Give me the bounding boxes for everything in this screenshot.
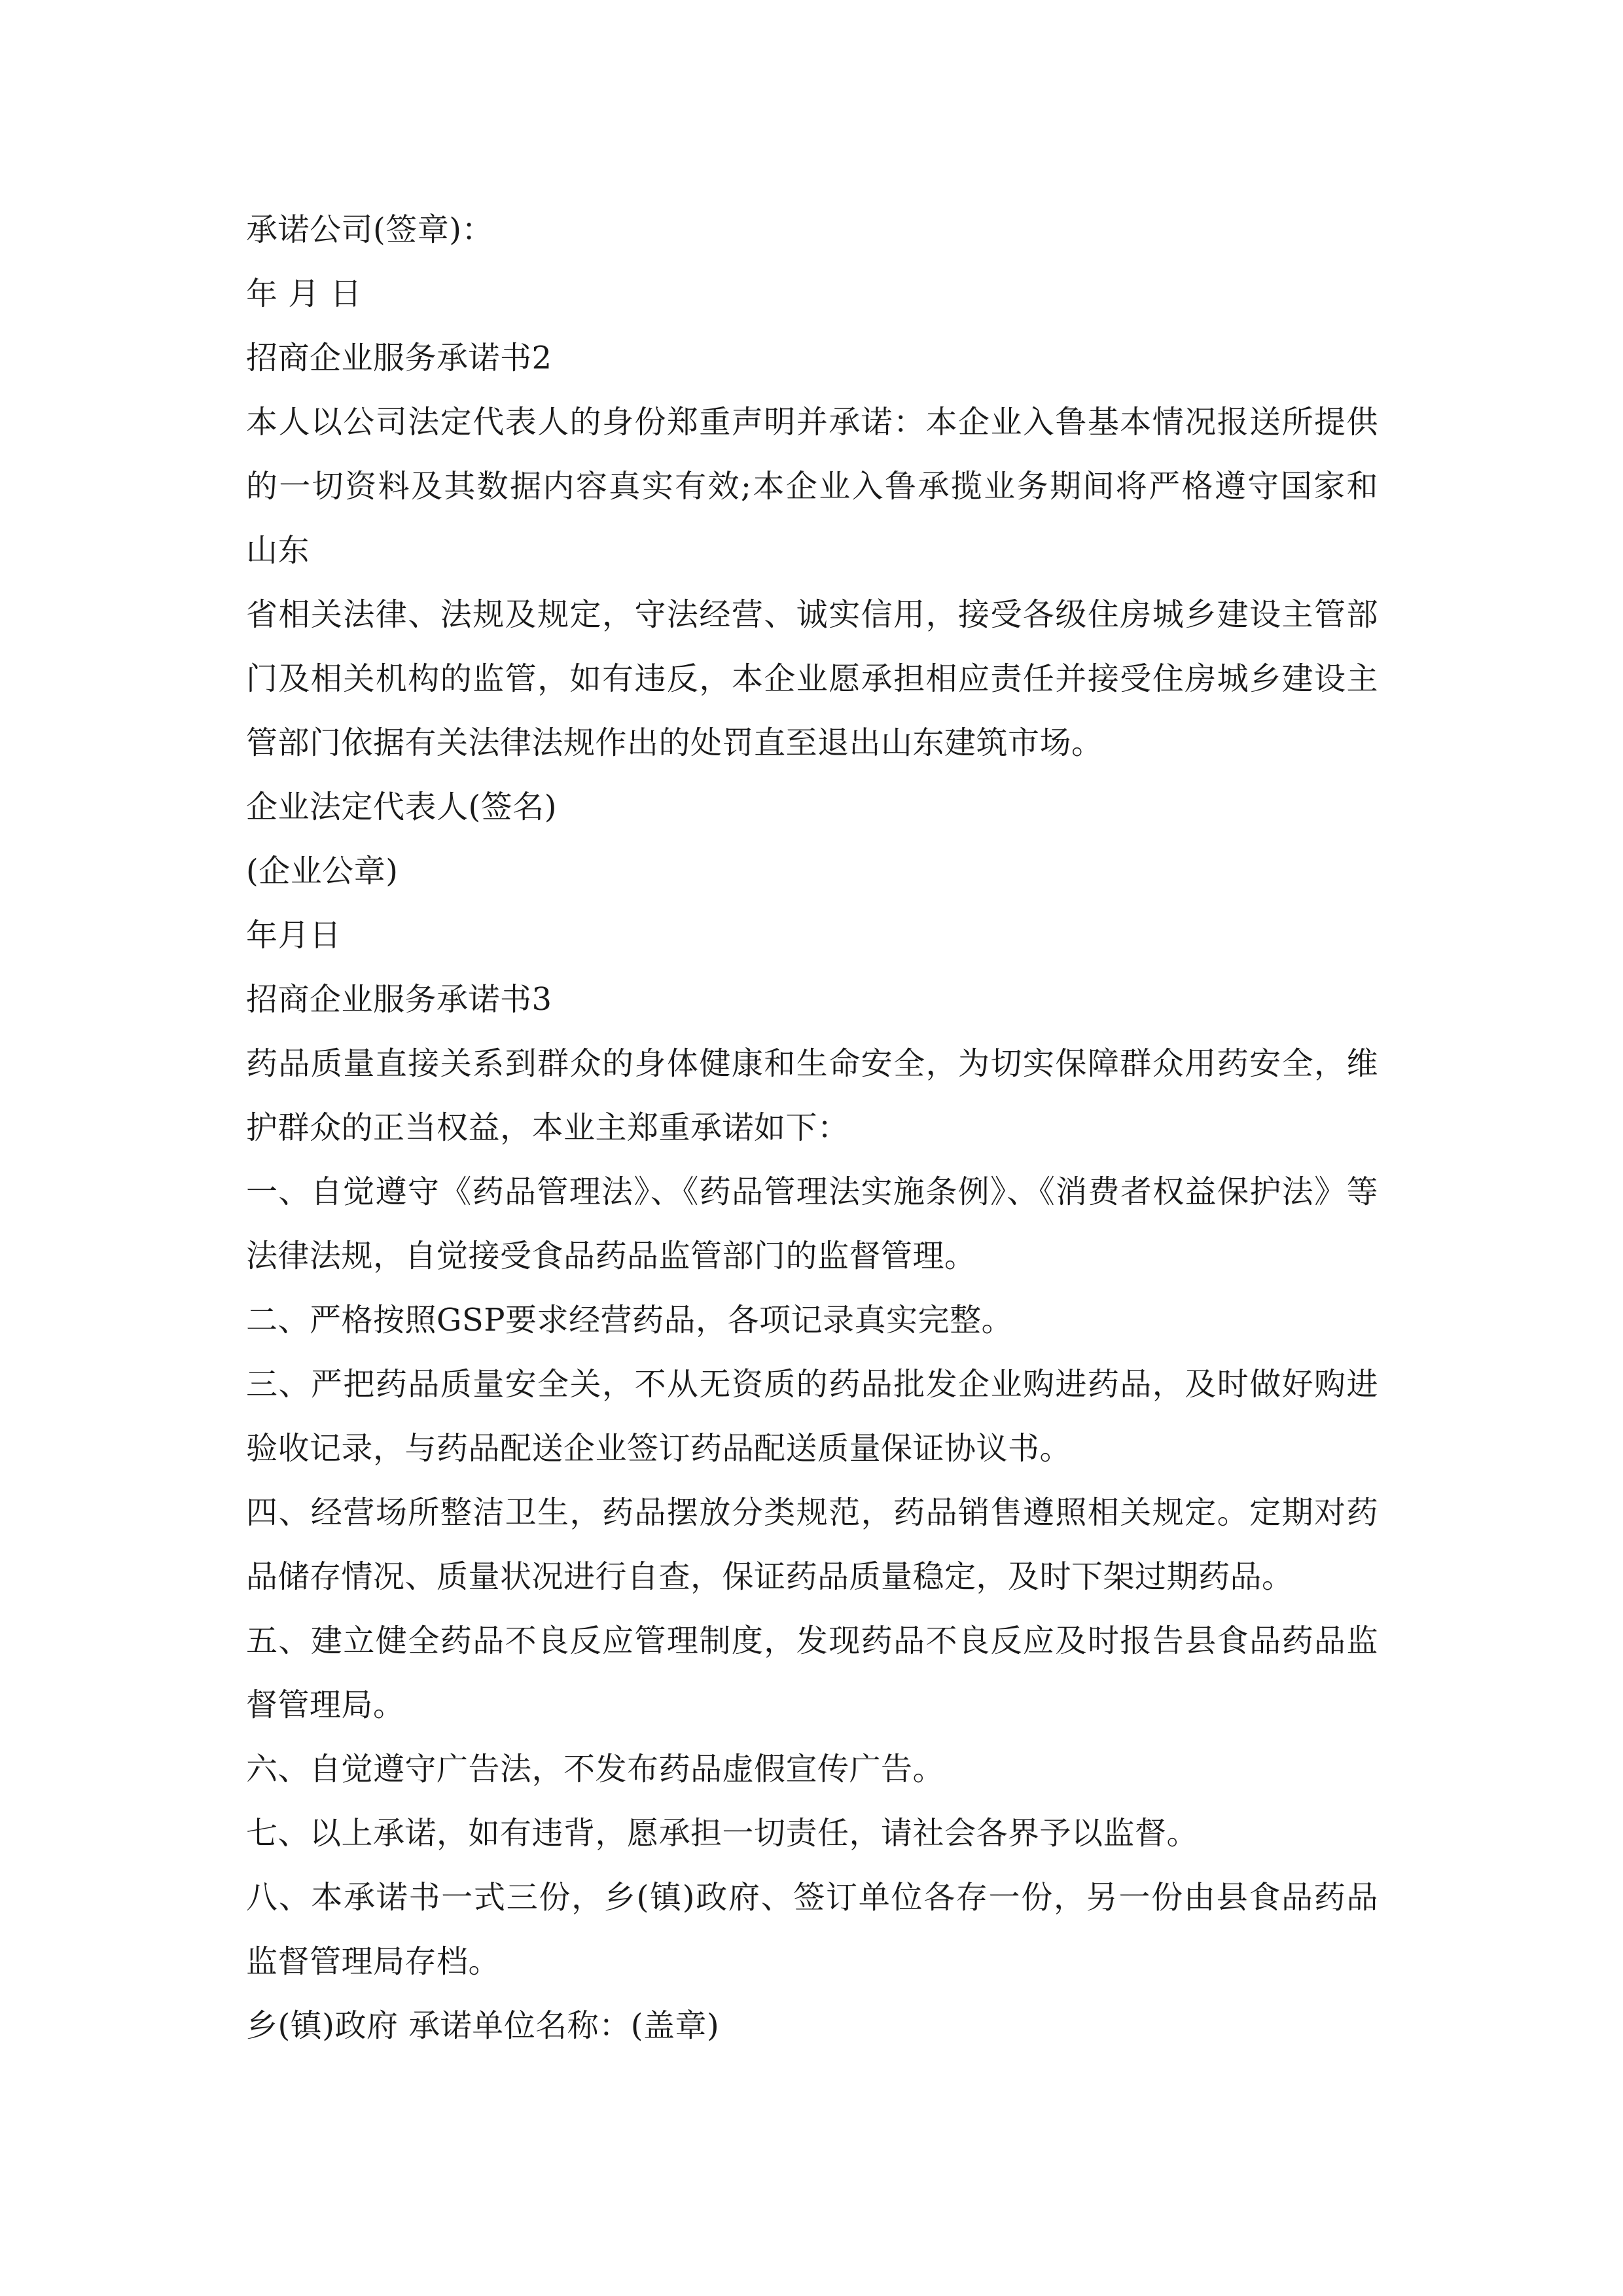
text-line: 八、本承诺书一式三份，乡(镇)政府、签订单位各存一份，另一份由县食品药品 [246,1879,1378,1916]
text-line: 六、自觉遵守广告法，不发布药品虚假宣传广告。 [246,1751,945,1787]
text-line: 二、严格按照GSP要求经营药品，各项记录真实完整。 [246,1302,1014,1338]
text-line: 年月日 [246,917,342,954]
text-line: 法律法规，自觉接受食品药品监管部门的监督管理。 [246,1238,976,1274]
text-line: 承诺公司(签章)： [246,211,493,248]
text-line: 省相关法律、法规及规定，守法经营、诚实信用，接受各级住房城乡建设主管部 [246,596,1378,633]
text-line: 乡(镇)政府 承诺单位名称：(盖章) [246,2007,720,2044]
text-line: 护群众的正当权益，本业主郑重承诺如下： [246,1109,849,1146]
text-line: (企业公章) [246,853,399,889]
section-heading: 招商企业服务承诺书2 [246,340,552,376]
text-line: 管部门依据有关法律法规作出的处罚直至退出山东建筑市场。 [246,725,1103,761]
text-line: 验收记录，与药品配送企业签订药品配送质量保证协议书。 [246,1430,1072,1467]
text-line: 企业法定代表人(签名) [246,789,557,825]
text-line: 山东 [246,532,310,569]
text-line: 七、以上承诺，如有违背，愿承担一切责任，请社会各界予以监督。 [246,1815,1199,1852]
document-body [246,198,1378,2058]
text-line: 年 月 日 [246,276,363,312]
text-line: 监督管理局存档。 [246,1943,501,1980]
text-line: 的一切资料及其数据内容真实有效;本企业入鲁承揽业务期间将严格遵守国家和 [246,468,1378,505]
text-line: 门及相关机构的监管，如有违反，本企业愿承担相应责任并接受住房城乡建设主 [246,660,1378,697]
text-line: 三、严把药品质量安全关，不从无资质的药品批发企业购进药品，及时做好购进 [246,1366,1378,1403]
text-line: 五、建立健全药品不良反应管理制度，发现药品不良反应及时报告县食品药品监 [246,1623,1378,1659]
text-line: 一、自觉遵守《药品管理法》、《药品管理法实施条例》、《消费者权益保护法》等 [246,1174,1378,1210]
section-heading: 招商企业服务承诺书3 [246,981,552,1018]
text-line: 品储存情况、质量状况进行自查，保证药品质量稳定，及时下架过期药品。 [246,1558,1294,1595]
text-line: 药品质量直接关系到群众的身体健康和生命安全，为切实保障群众用药安全，维 [246,1045,1378,1082]
text-line: 督管理局。 [246,1687,405,1723]
text-line: 本人以公司法定代表人的身份郑重声明并承诺：本企业入鲁基本情况报送所提供 [246,404,1378,440]
text-line: 四、经营场所整洁卫生，药品摆放分类规范，药品销售遵照相关规定。定期对药 [246,1494,1378,1531]
